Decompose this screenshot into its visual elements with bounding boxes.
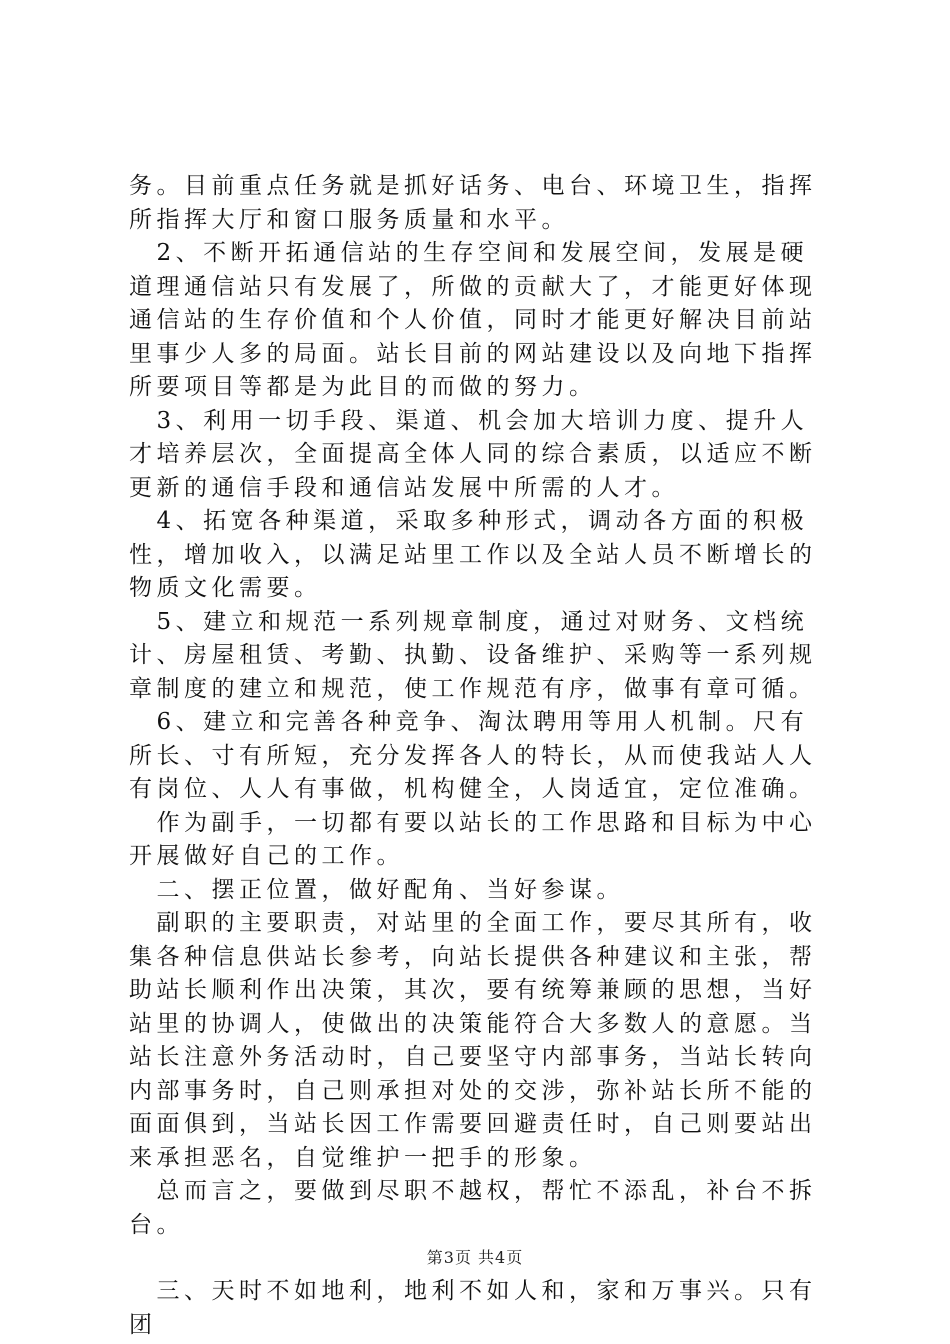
section-heading-3: 三、天时不如地利，地利不如人和，家和万事兴。只有团 <box>129 1278 817 1338</box>
page-footer: 第3页 共4页 <box>426 1248 524 1267</box>
section-heading-2: 二、摆正位置，做好配角、当好参谋。 <box>129 876 624 903</box>
paragraph-item-2: 2、不断开拓通信站的生存空间和发展空间，发展是硬道理通信站只有发展了，所做的贡献大了，才能更好体现通信站的生存价值和个人价值，同时才能更好解决目前站里事少人多的局面。站长目前的网站建设以及向地下指挥所要项目等都是为此目的而做的努力。 <box>129 240 817 400</box>
paragraph-item-5: 5、建立和规范一系列规章制度，通过对财务、文档统计、房屋租赁、考勤、执勤、设备维护、采购等一系列规章制度的建立和规范，使工作规范有序，做事有章可循。 <box>129 608 817 702</box>
paragraph-deputy-duties: 副职的主要职责，对站里的全面工作，要尽其所有，收集各种信息供站长参考，向站长提供各种建议和主张，帮助站长顺利作出决策，其次，要有统筹兼顾的思想，当好站里的协调人，使做出的决策能符合大多数人的意愿。当站长注意外务活动时，自己要坚守内部事务，当站长转向内部事务时，自己则承担对处的交涉，弥补站长所不能的面面俱到，当站长因工作需要回避责任时，自己则要站出来承担恶名，自觉维护一把手的形象。 <box>129 910 817 1171</box>
paragraph-continuation: 务。目前重点任务就是抓好话务、电台、环境卫生，指挥所指挥大厅和窗口服务质量和水平。 <box>129 173 817 233</box>
paragraph-deputy-role: 作为副手，一切都有要以站长的工作思路和目标为中心开展做好自己的工作。 <box>129 809 817 869</box>
paragraph-item-6: 6、建立和完善各种竞争、淘汰聘用等用人机制。尺有所长、寸有所短，充分发挥各人的特长，从而使我站人人有岗位、人人有事做，机构健全，人岗适宜，定位准确。 <box>129 709 817 802</box>
document-body <box>129 170 834 1342</box>
paragraph-summary: 总而言之，要做到尽职不越权，帮忙不添乱，补台不拆台。 <box>129 1178 817 1238</box>
paragraph-item-3: 3、利用一切手段、渠道、机会加大培训力度、提升人才培养层次，全面提高全体人同的综合素质，以适应不断更新的通信手段和通信站发展中所需的人才。 <box>129 407 817 501</box>
paragraph-item-4: 4、拓宽各种渠道，采取多种形式，调动各方面的积极性，增加收入，以满足站里工作以及全站人员不断增长的物质文化需要。 <box>129 508 817 601</box>
